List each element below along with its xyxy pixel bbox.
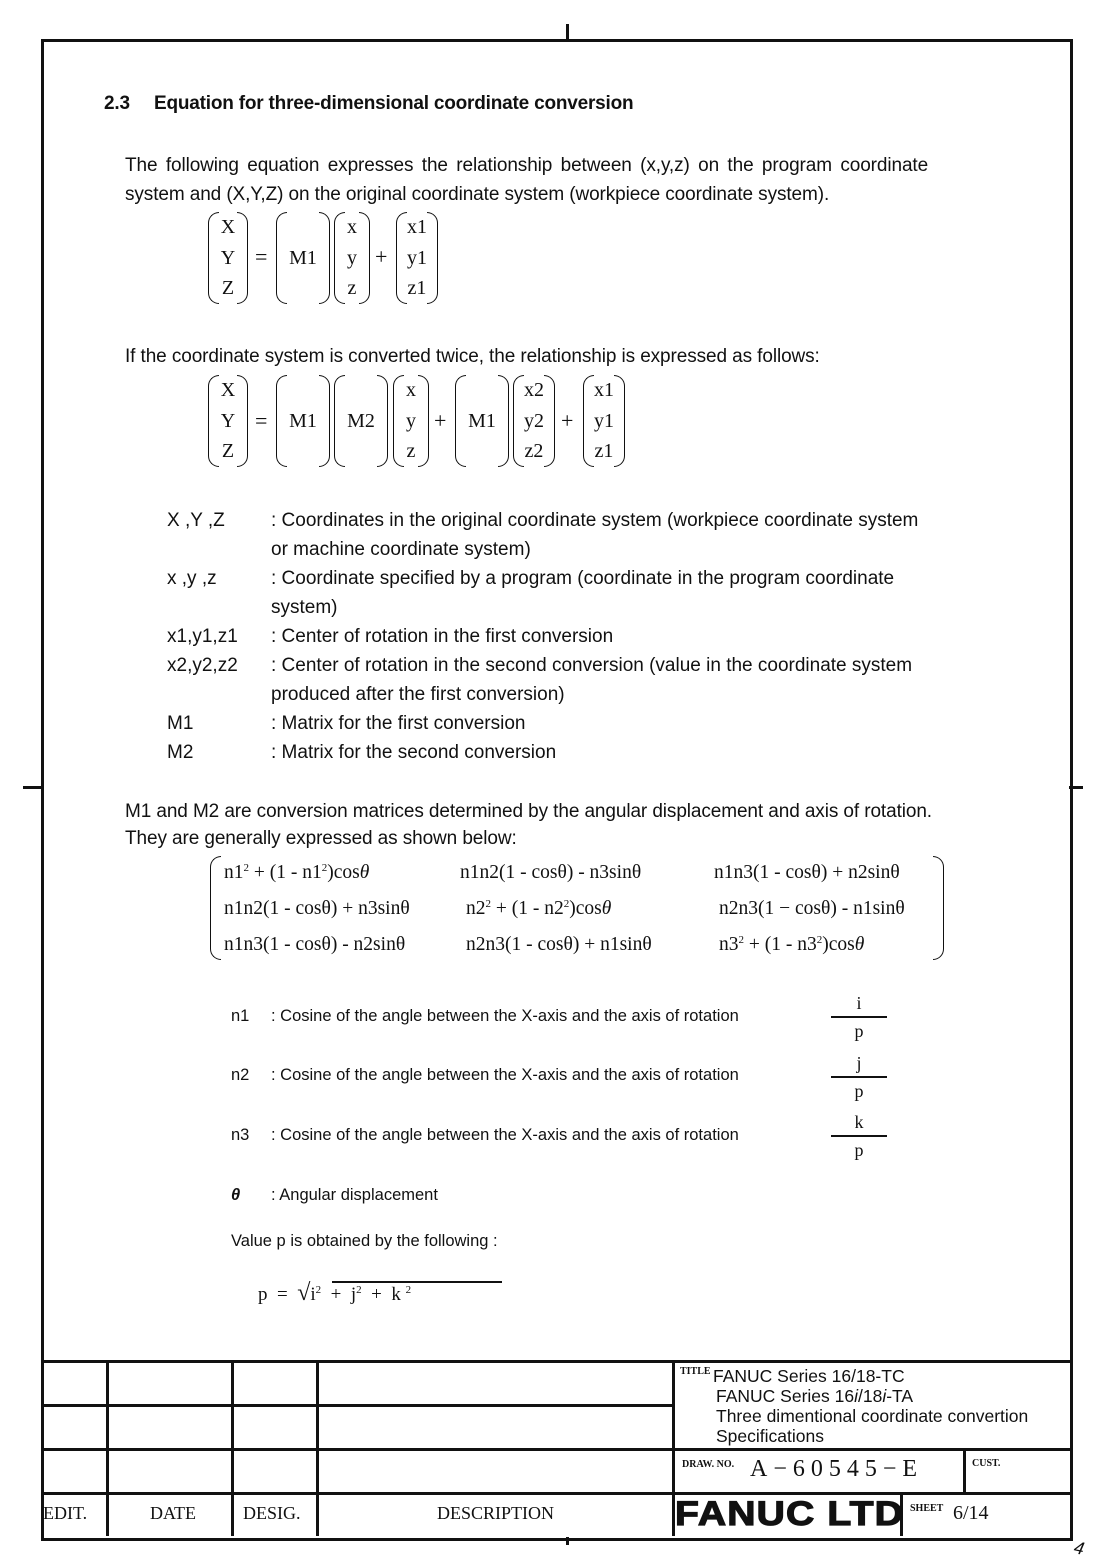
tb-col-line xyxy=(316,1360,319,1536)
col-header-date: DATE xyxy=(150,1503,196,1523)
matrix-cell: n1n3(1 - cosθ) + n2sinθ xyxy=(714,862,900,883)
definition-value xyxy=(271,651,1001,709)
cell: M1 xyxy=(468,409,496,432)
radicand-term: j xyxy=(350,1284,357,1305)
drawing-frame xyxy=(41,39,1073,1541)
numerator: k xyxy=(854,1112,864,1132)
vector-center-1 xyxy=(583,375,625,467)
sheet-number: 6/14 xyxy=(953,1502,989,1524)
exponent: 2 xyxy=(315,1284,322,1296)
cell: x1 xyxy=(594,379,614,401)
drawing-number: A−60545−E xyxy=(750,1456,924,1482)
tb-col-line xyxy=(231,1360,234,1536)
cell: x xyxy=(347,216,357,238)
denominator: p xyxy=(854,1080,864,1101)
draw-no-label: DRAW. NO. xyxy=(682,1459,735,1470)
plus-sign: + xyxy=(375,244,388,269)
title-line: FANUC Series 16/18-TC xyxy=(713,1366,905,1386)
direction-cosine-item xyxy=(231,1066,739,1085)
denominator: p xyxy=(854,1020,864,1041)
matrix-M2 xyxy=(334,375,388,467)
right-paren xyxy=(377,375,388,467)
definition-line: produced after the first conversion) xyxy=(271,684,565,705)
definition-value xyxy=(271,564,1001,622)
definitions-list xyxy=(167,506,1001,767)
top-center-tick xyxy=(566,24,569,41)
matrix-M1 xyxy=(276,212,330,304)
left-center-tick xyxy=(23,786,43,789)
theta-item xyxy=(231,1186,438,1205)
bottom-center-tick xyxy=(566,1537,569,1545)
right-center-tick xyxy=(1069,786,1083,789)
exponent: 2 xyxy=(405,1284,412,1296)
plus-sign: + xyxy=(371,1284,382,1305)
tb-top-line xyxy=(41,1360,1070,1363)
cell: z1 xyxy=(407,277,427,299)
cosine-text: : Cosine of the angle between the X-axis and the axis of rotation xyxy=(271,1007,739,1025)
definition-value: : Matrix for the first conversion xyxy=(271,713,526,734)
vector-XYZ xyxy=(208,212,248,304)
definition-line: : Coordinates in the original coordinate system (workpiece coordinate system xyxy=(271,510,919,531)
cell: Y xyxy=(220,409,236,432)
fraction-bar xyxy=(831,1076,887,1078)
left-paren xyxy=(208,212,219,304)
left-paren xyxy=(513,375,524,467)
left-paren xyxy=(276,212,287,304)
cell: M1 xyxy=(289,409,317,432)
cell: Z xyxy=(221,277,235,299)
left-paren xyxy=(276,375,287,467)
exponent: 2 xyxy=(356,1284,362,1296)
right-paren xyxy=(237,375,248,467)
plus-sign: + xyxy=(434,408,447,433)
title-line: Three dimentional coordinate convertion xyxy=(716,1406,1029,1426)
equals-sign: = xyxy=(255,244,268,269)
rotation-matrix xyxy=(210,856,944,960)
tb-row-line xyxy=(41,1404,673,1407)
intro-line-2: system and (X,Y,Z) on the original coordinate system (workpiece coordinate system). xyxy=(125,184,830,205)
left-paren xyxy=(334,212,345,304)
right-paren xyxy=(319,375,330,467)
left-paren xyxy=(210,856,221,960)
matrix-cell: $n2^2 + (1 - n2^2)\cos\theta$ xyxy=(466,898,612,919)
matrix-cell: $n3^2 + (1 - n3^2)\cos\theta$ xyxy=(719,934,865,955)
section-title: Equation for three-dimensional coordinate conversion xyxy=(154,93,634,114)
definition-value: : Matrix for the second conversion xyxy=(271,742,557,763)
equals-sign: = xyxy=(277,1284,288,1305)
left-paren xyxy=(208,375,219,467)
company-logo: FANUC LTD xyxy=(675,1495,904,1533)
definition-key: M1 xyxy=(167,713,194,734)
definition-item xyxy=(167,738,1001,767)
right-paren xyxy=(359,212,370,304)
title-label: TITLE xyxy=(680,1366,711,1377)
matrix-M1-second xyxy=(455,375,509,467)
right-paren xyxy=(319,212,330,304)
equals-sign: = xyxy=(255,408,268,433)
cell: z1 xyxy=(594,440,614,462)
vector-center-1 xyxy=(396,212,438,304)
left-paren xyxy=(455,375,466,467)
definition-value xyxy=(271,506,1001,564)
cell: z xyxy=(406,440,416,462)
denominator: p xyxy=(854,1139,864,1160)
fraction-j-over-p xyxy=(831,1052,887,1102)
definition-key: M2 xyxy=(167,742,194,763)
cell: M1 xyxy=(289,246,317,269)
cell: Y xyxy=(220,246,236,269)
section-number: 2.3 xyxy=(104,93,130,114)
cell: x2 xyxy=(524,379,544,401)
numerator: j xyxy=(856,1053,862,1073)
tb-col-line xyxy=(106,1360,109,1536)
matrix-cell: n1n3(1 - cosθ) - n2sinθ xyxy=(224,934,406,955)
right-paren xyxy=(933,856,944,960)
title-line: FANUC Series 16i/18i-TA xyxy=(716,1386,914,1406)
cust-label: CUST. xyxy=(972,1458,1001,1469)
vector-xyz xyxy=(393,375,429,467)
matrices-intro xyxy=(125,797,932,853)
definition-value: : Center of rotation in the first conversion xyxy=(271,626,614,647)
definition-line: : Coordinate specified by a program (coordinate in the program coordinate xyxy=(271,568,895,589)
plus-sign: + xyxy=(561,408,574,433)
left-paren xyxy=(396,212,407,304)
cosine-text: : Cosine of the angle between the X-axis and the axis of rotation xyxy=(271,1126,739,1144)
definition-line: or machine coordinate system) xyxy=(271,539,531,560)
radicand-term: k xyxy=(391,1284,401,1305)
cell: y xyxy=(406,409,416,432)
definition-key: x1,y1,z1 xyxy=(167,626,238,647)
cell: y xyxy=(347,246,357,269)
direction-cosine-item xyxy=(231,1007,739,1026)
twice-paragraph: If the coordinate system is converted twice, the relationship is expressed as follows: xyxy=(125,346,820,367)
p-intro: Value p is obtained by the following : xyxy=(231,1232,498,1250)
direction-cosine-item xyxy=(231,1126,739,1145)
cell: Z xyxy=(221,440,235,462)
sqrt-vinculum xyxy=(332,1281,502,1283)
definition-key: x ,y ,z xyxy=(167,568,217,589)
right-paren xyxy=(237,212,248,304)
right-paren xyxy=(544,375,555,467)
right-paren xyxy=(427,212,438,304)
title-line: Specifications xyxy=(716,1426,824,1446)
cell: x xyxy=(406,379,416,401)
definition-item xyxy=(167,709,1001,738)
tb-row-line xyxy=(41,1492,1070,1495)
sqrt-icon: √ xyxy=(297,1280,311,1306)
cell: y2 xyxy=(524,409,544,432)
vector-center-2 xyxy=(513,375,555,467)
theta-key: θ xyxy=(231,1186,241,1204)
p-formula xyxy=(258,1280,411,1307)
definition-line: : Center of rotation in the second conversion (value in the coordinate system xyxy=(271,655,913,676)
definition-item xyxy=(167,622,1001,651)
matrix-cell: n1n2(1 - cosθ) - n3sinθ xyxy=(460,862,642,883)
col-header-edit: EDIT. xyxy=(43,1503,88,1523)
tb-row-line xyxy=(41,1448,1070,1451)
intro-line-1: The following equation expresses the relationship between (x,y,z) on the program coordinate xyxy=(125,155,929,176)
matrix-cell: $n1^2 + (1 - n1^2)\cos\theta$ xyxy=(224,862,370,883)
left-paren xyxy=(334,375,345,467)
left-paren xyxy=(393,375,404,467)
fraction-k-over-p xyxy=(831,1111,887,1161)
fraction-bar xyxy=(831,1135,887,1137)
intro-paragraph xyxy=(125,151,928,209)
definition-line: system) xyxy=(271,597,338,618)
cosine-key: n3 xyxy=(231,1126,250,1144)
matrix-cell: n2n3(1 - cosθ) + n1sinθ xyxy=(466,934,652,955)
sheet-label: SHEET xyxy=(910,1503,944,1514)
right-paren xyxy=(614,375,625,467)
vector-XYZ xyxy=(208,375,248,467)
cosine-key: n2 xyxy=(231,1066,250,1084)
cell: y1 xyxy=(594,409,614,432)
col-header-description: DESCRIPTION xyxy=(437,1503,555,1523)
matrices-intro-line-1: M1 and M2 are conversion matrices determined by the angular displacement and axis of rotation. xyxy=(125,801,932,822)
cell: M2 xyxy=(347,409,375,432)
cell: x1 xyxy=(407,216,427,238)
matrix-M1 xyxy=(276,375,330,467)
definition-key: X ,Y ,Z xyxy=(167,510,225,531)
vector-xyz xyxy=(334,212,370,304)
cell: z xyxy=(347,277,357,299)
fraction-bar xyxy=(831,1016,887,1018)
tb-col-line xyxy=(963,1448,966,1493)
left-paren xyxy=(583,375,594,467)
cell: X xyxy=(220,379,236,401)
p-symbol: p xyxy=(258,1284,268,1305)
fraction-i-over-p xyxy=(831,992,887,1042)
numerator: i xyxy=(856,993,862,1013)
col-header-desig: DESIG. xyxy=(243,1503,301,1523)
definition-item xyxy=(167,506,1001,564)
title-text xyxy=(713,1366,1028,1446)
cell: y1 xyxy=(407,246,427,269)
definition-key: x2,y2,z2 xyxy=(167,655,238,676)
cell: X xyxy=(220,216,236,238)
margin-mark: 4 xyxy=(1072,1537,1087,1559)
cosine-text: : Cosine of the angle between the X-axis and the axis of rotation xyxy=(271,1066,739,1084)
matrices-intro-line-2: They are generally expressed as shown below: xyxy=(125,828,517,849)
definition-item xyxy=(167,564,1001,622)
right-paren xyxy=(418,375,429,467)
section-heading xyxy=(104,93,633,115)
right-paren xyxy=(498,375,509,467)
definition-item xyxy=(167,651,1001,709)
theta-text: : Angular displacement xyxy=(271,1186,438,1204)
matrix-cell: n1n2(1 - cosθ) + n3sinθ xyxy=(224,898,410,919)
plus-sign: + xyxy=(330,1284,342,1305)
matrix-cell: n2n3(1 − cosθ) - n1sinθ xyxy=(719,898,905,919)
radicand-term: i xyxy=(310,1284,316,1305)
cosine-key: n1 xyxy=(231,1007,250,1025)
cell: z2 xyxy=(524,440,544,462)
